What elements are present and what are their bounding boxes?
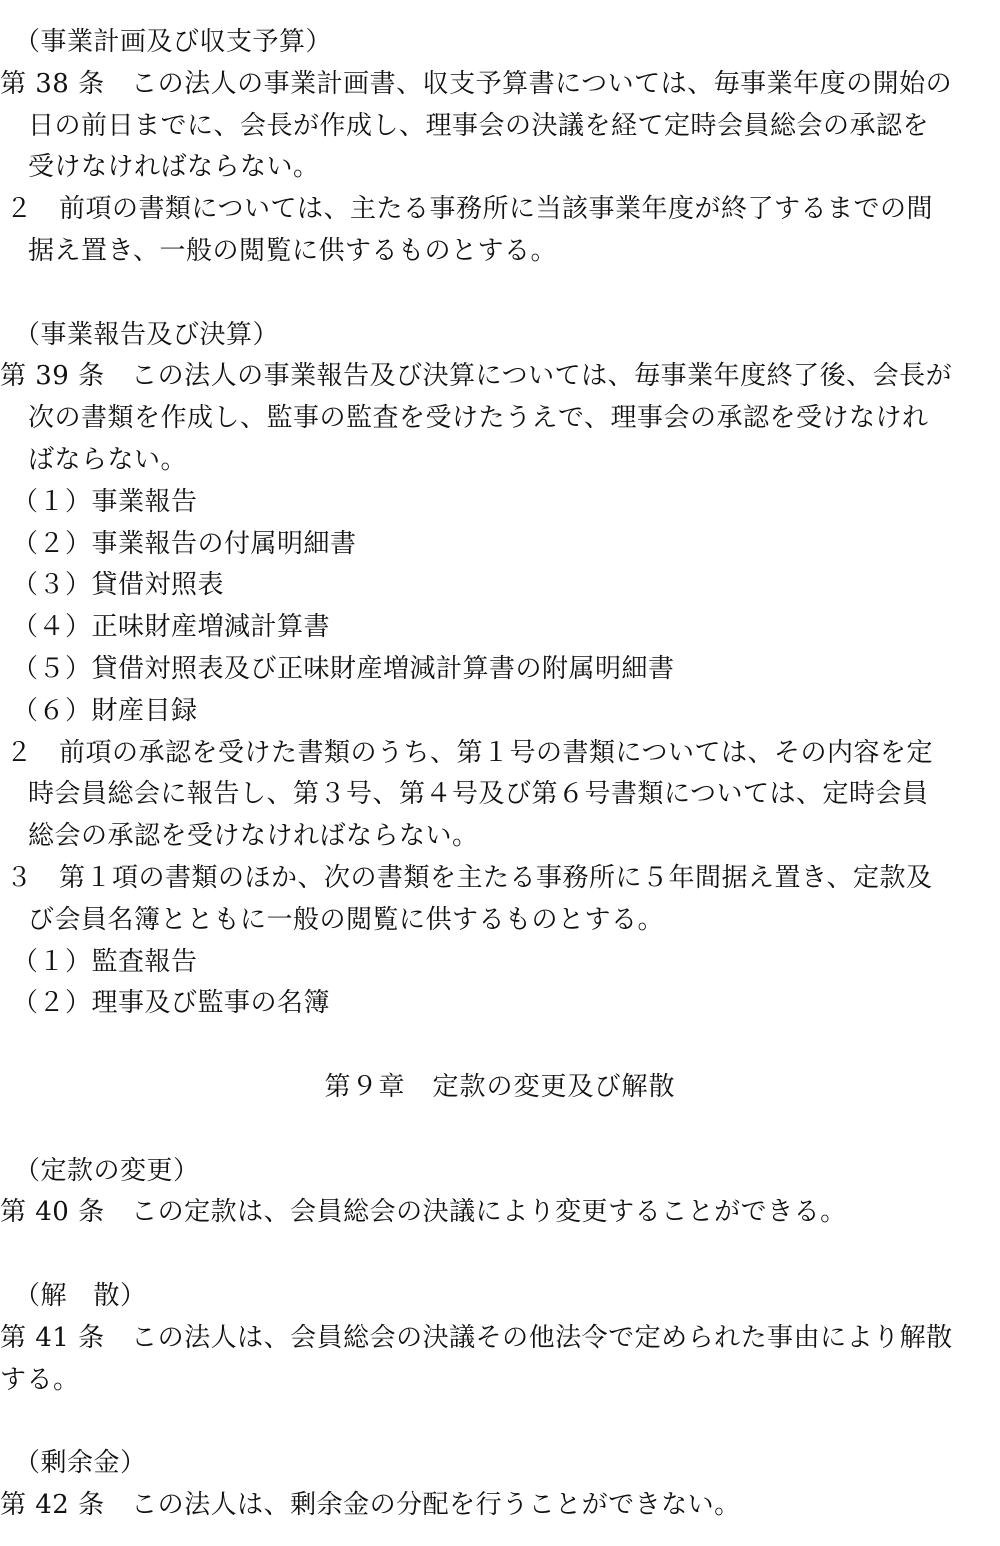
article-39-item-3: （３）貸借対照表 bbox=[12, 570, 225, 601]
article-41-line-1: 第 41 条 この法人は、会員総会の決議その他法令で定められた事由により解散 bbox=[0, 1322, 953, 1353]
article-39-para-2-line-1: ２ 前項の承認を受けた書類のうち、第１号の書類については、その内容を定 bbox=[6, 737, 933, 768]
article-38-heading: （事業計画及び収支予算） bbox=[14, 27, 333, 57]
article-42-line-1: 第 42 条 この法人は、剰余金の分配を行うことができない。 bbox=[0, 1489, 741, 1520]
article-40-heading: （定款の変更） bbox=[14, 1155, 200, 1186]
article-39-para-3-item-2: （２）理事及び監事の名簿 bbox=[12, 988, 331, 1019]
article-39-para-3-line-1: ３ 第１項の書類のほか、次の書類を主たる事務所に５年間据え置き、定款及 bbox=[6, 862, 933, 893]
article-38-para-2-line-1: ２ 前項の書類については、主たる事務所に当該事業年度が終了するまでの間 bbox=[6, 194, 933, 225]
article-38-para-2-line-2: 据え置き、一般の閲覧に供するものとする。 bbox=[28, 235, 557, 266]
article-39-line-1: 第 39 条 この法人の事業報告及び決算については、毎事業年度終了後、会長が bbox=[0, 361, 953, 392]
document-body bbox=[0, 22, 1000, 1527]
article-41-line-2: する。 bbox=[0, 1364, 80, 1395]
article-39-line-3: ばならない。 bbox=[28, 444, 188, 475]
article-39-para-2-line-3: 総会の承認を受けなければならない。 bbox=[28, 821, 479, 852]
spacer bbox=[0, 273, 1000, 315]
spacer bbox=[0, 1025, 1000, 1067]
spacer bbox=[0, 1109, 1000, 1151]
article-41-heading: （解 散） bbox=[14, 1280, 147, 1311]
spacer bbox=[0, 1234, 1000, 1276]
article-39-item-4: （４）正味財産増減計算書 bbox=[12, 612, 331, 643]
article-39-item-1: （１）事業報告 bbox=[12, 486, 198, 517]
article-39-para-3-item-1: （１）監査報告 bbox=[12, 946, 198, 977]
chapter-9-title: 第９章 定款の変更及び解散 bbox=[324, 1071, 676, 1102]
article-39-para-2-line-2: 時会員総会に報告し、第３号、第４号及び第６号書類については、定時会員 bbox=[28, 779, 929, 810]
article-38-line-3: 受けなければならない。 bbox=[28, 152, 320, 183]
article-38-line-2: 日の前日までに、会長が作成し、理事会の決議を経て定時会員総会の承認を bbox=[28, 110, 930, 141]
spacer bbox=[0, 1401, 1000, 1443]
article-38-line-1: 第 38 条 この法人の事業計画書、収支予算書については、毎事業年度の開始の bbox=[0, 68, 953, 99]
article-40-line-1: 第 40 条 この定款は、会員総会の決議により変更することができる。 bbox=[0, 1197, 847, 1228]
article-39-item-5: （５）貸借対照表及び正味財産増減計算書の附属明細書 bbox=[12, 653, 675, 684]
article-42-heading: （剰余金） bbox=[14, 1448, 147, 1479]
article-39-heading: （事業報告及び決算） bbox=[14, 319, 280, 350]
article-39-item-2: （２）事業報告の付属明細書 bbox=[12, 528, 357, 559]
article-39-item-6: （６）財産目録 bbox=[12, 695, 198, 726]
article-39-line-2: 次の書類を作成し、監事の監査を受けたうえで、理事会の承認を受けなけれ bbox=[28, 403, 929, 434]
article-39-para-3-line-2: び会員名簿とともに一般の閲覧に供するものとする。 bbox=[28, 904, 665, 935]
